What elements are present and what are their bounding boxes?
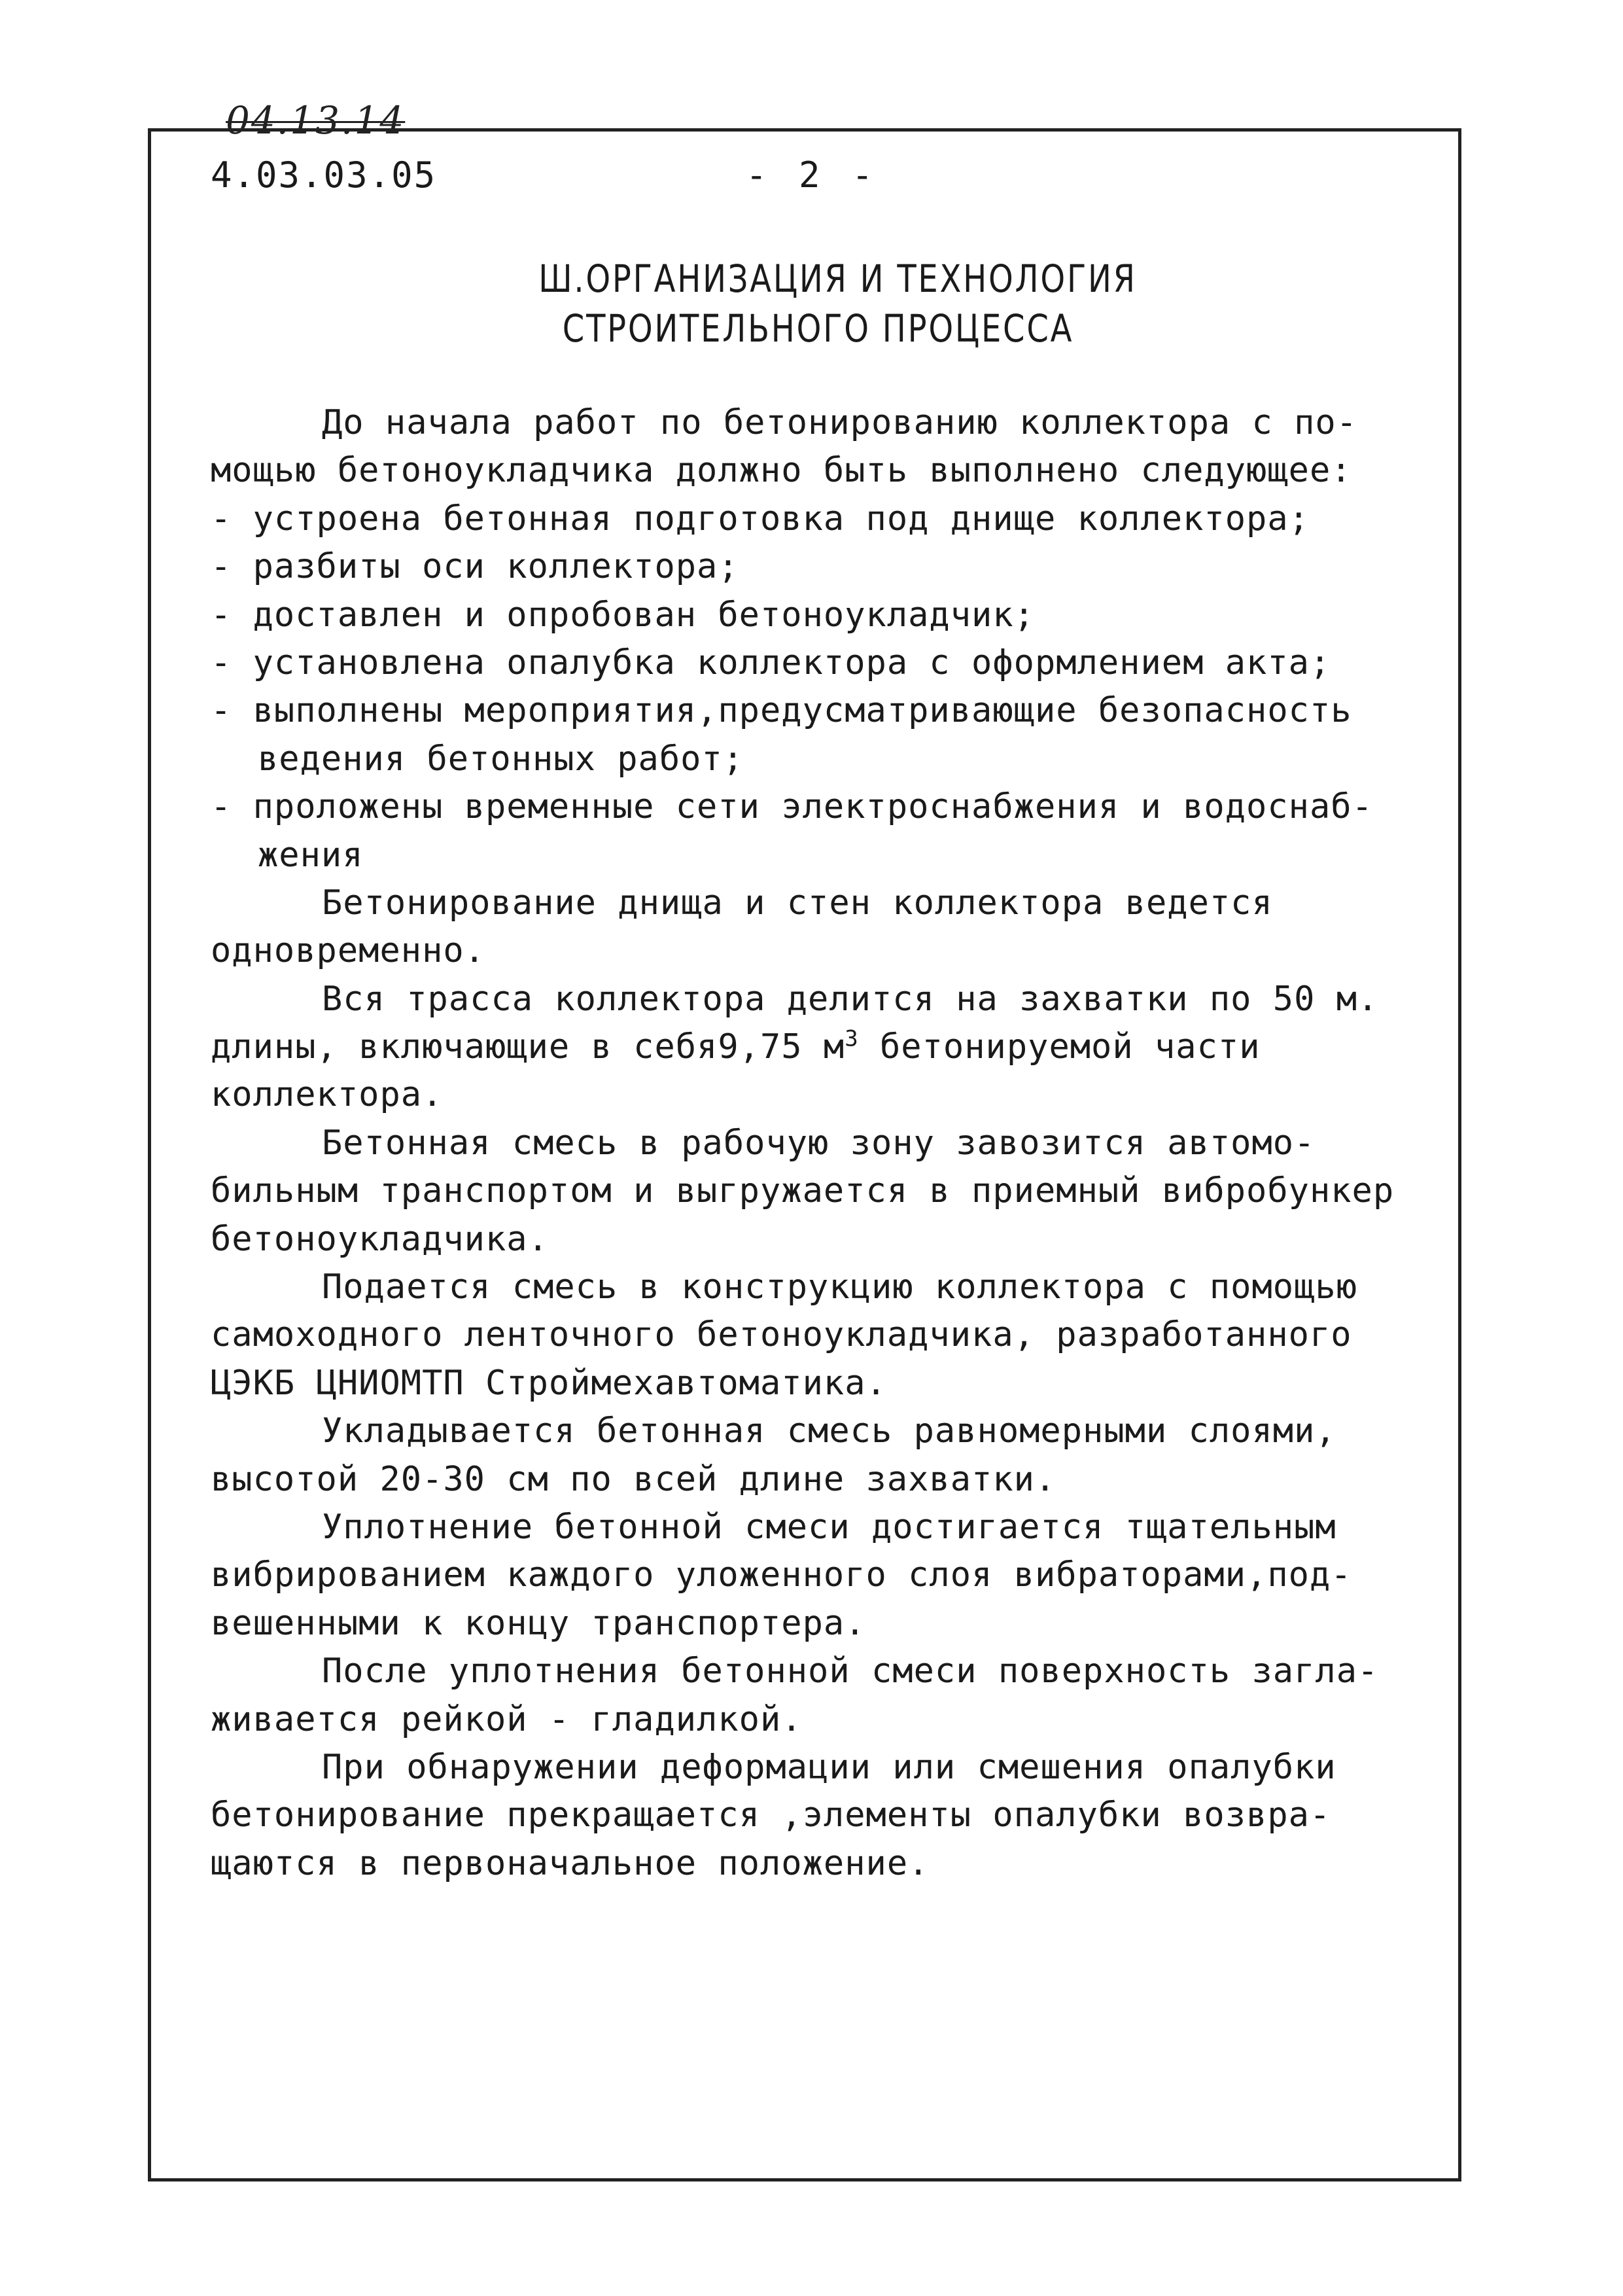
document-body (211, 399, 1454, 1888)
paragraph-line: Бетонирование днища и стен коллектора ведется (322, 883, 1273, 923)
paragraph-text: длины, включающие в себя9,75 м (211, 1027, 845, 1067)
paragraph-line: коллектора. (211, 1075, 444, 1115)
paragraph-line: мощью бетоноукладчика должно быть выполнено следующее: (211, 451, 1352, 491)
paragraph-line: ЦЭКБ ЦНИОМТП Строймехавтоматика. (211, 1363, 887, 1403)
list-item: - выполнены мероприятия,предусматривающие безопасность (211, 691, 1352, 731)
document-number: 4.03.03.05 (211, 154, 437, 196)
paragraph-line: Вся трасса коллектора делится на захватки по 50 м. (322, 979, 1379, 1019)
paragraph-line: При обнаружении деформации или смешения опалубки (322, 1747, 1336, 1787)
paragraph-line: высотой 20-30 см по всей длине захватки. (211, 1459, 1056, 1499)
paragraph-line: щаются в первоначальное положение. (211, 1843, 930, 1883)
paragraph-line: Уплотнение бетонной смеси достигается тщательным (322, 1507, 1336, 1547)
paragraph-line: бетонирование прекращается ,элементы опалубки возвра- (211, 1795, 1331, 1835)
paragraph-line: Бетонная смесь в рабочую зону завозится автомо- (322, 1123, 1316, 1163)
superscript-exponent: 3 (845, 1025, 859, 1052)
list-item: - устроена бетонная подготовка под днище коллектора; (211, 499, 1310, 539)
paragraph-line: бетоноукладчика. (211, 1219, 549, 1259)
section-title-line-2: СТРОИТЕЛЬНОГО ПРОЦЕССА (562, 306, 1074, 351)
list-item-continuation: жения (258, 835, 364, 875)
list-item-continuation: ведения бетонных работ; (258, 739, 744, 779)
paragraph-line: живается рейкой - гладилкой. (211, 1699, 803, 1739)
paragraph-line: Подается смесь в конструкцию коллектора с помощью (322, 1267, 1358, 1307)
list-item: - разбиты оси коллектора; (211, 547, 739, 587)
paragraph-line: вешенными к концу транспортера. (211, 1603, 866, 1643)
paragraph-line (211, 1023, 1454, 1071)
paragraph-line: Укладывается бетонная смесь равномерными слоями, (322, 1411, 1336, 1451)
paragraph-line: вибрированием каждого уложенного слоя вибраторами,под- (211, 1555, 1352, 1595)
list-item: - проложены временные сети электроснабжения и водоснаб- (211, 787, 1373, 827)
paragraph-line: одновременно. (211, 931, 485, 971)
page-number: - 2 - (746, 154, 879, 196)
paragraph-line: До начала работ по бетонированию коллектора с по- (322, 403, 1358, 442)
section-title-line-1: Ш.ОРГАНИЗАЦИЯ И ТЕХНОЛОГИЯ (538, 256, 1137, 301)
paragraph-line: бильным транспортом и выгружается в приемный вибробункер (211, 1171, 1395, 1211)
paragraph-line: самоходного ленточного бетоноукладчика, разработанного (211, 1315, 1352, 1355)
paragraph-line: После уплотнения бетонной смеси поверхность загла- (322, 1651, 1379, 1691)
handwritten-note: 04.13.14 (226, 98, 406, 143)
paragraph-text: бетонируемой части (858, 1027, 1261, 1067)
list-item: - доставлен и опробован бетоноукладчик; (211, 595, 1035, 635)
list-item: - установлена опалубка коллектора с оформлением акта; (211, 643, 1331, 682)
